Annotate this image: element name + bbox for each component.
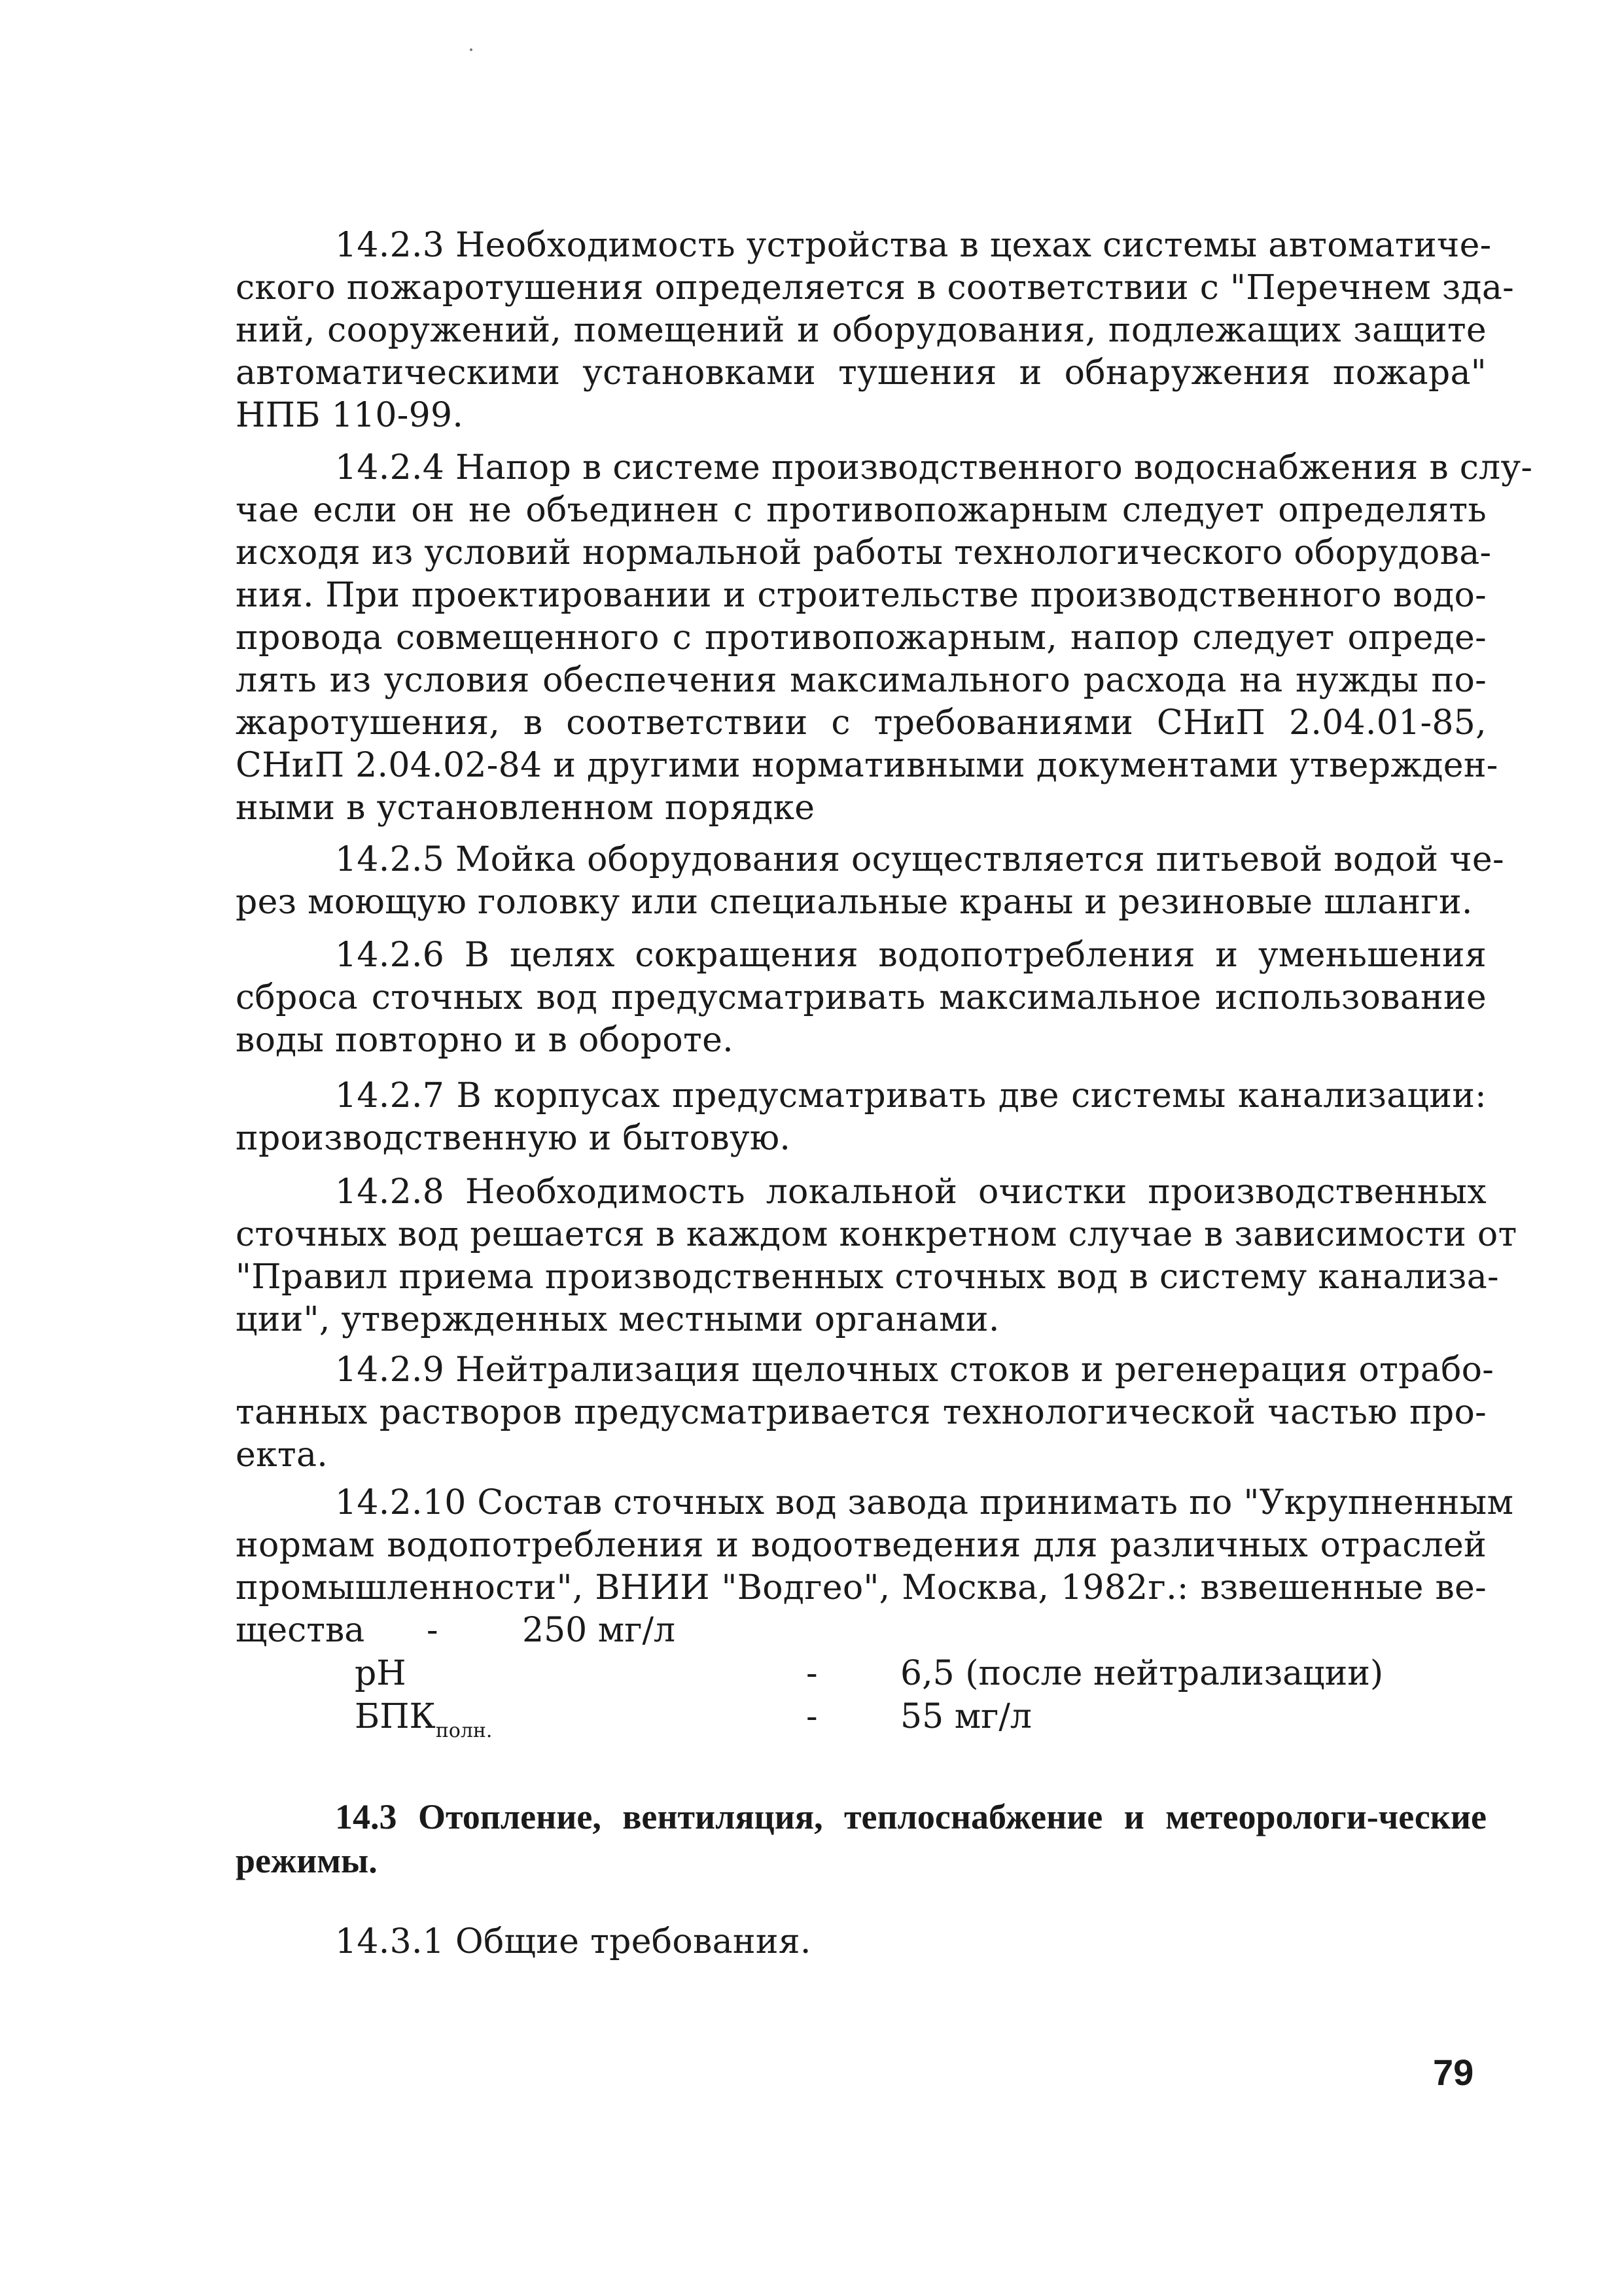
text-line: 14.3.1 Общие требования.	[335, 1922, 811, 1961]
text-line: производственную и бытовую.	[236, 1119, 791, 1158]
text-line: 14.2.8 Необходимость локальной очистки производственных	[335, 1172, 1487, 1212]
dash: -	[806, 1697, 818, 1736]
paragraph-14-2-10	[236, 1482, 1514, 1609]
text-line: провода совмещенного с противопожарным, напор следует опреде-	[236, 618, 1487, 658]
paragraph-14-2-9	[236, 1349, 1494, 1477]
paragraph-14-2-6	[236, 934, 1487, 1062]
composition-dash	[806, 1696, 818, 1738]
subsection-14-3-1	[236, 1921, 1487, 1963]
text-line: жаротушения, в соответствии с требованиями СНиП 2.04.01-85,	[236, 703, 1487, 743]
composition-dash	[806, 1653, 818, 1695]
text-line: танных растворов предусматривается технологической частью про-	[236, 1393, 1487, 1432]
composition-value	[522, 1609, 675, 1652]
composition-value	[900, 1653, 1383, 1695]
heading-line: 14.3 Отопление, вентиляция, теплоснабжение и метеорологи-ческие	[335, 1797, 1487, 1836]
scan-dot	[470, 48, 472, 51]
dash: -	[427, 1611, 438, 1650]
paragraph-14-2-5	[236, 839, 1504, 924]
text-line: ции", утвержденных местными органами.	[236, 1300, 1000, 1339]
text-line: ний, сооружений, помещений и оборудования, подлежащих защите	[236, 311, 1487, 350]
heading-line: режимы.	[236, 1841, 378, 1880]
paragraph-14-2-8	[236, 1171, 1517, 1341]
text-line: воды повторно и в обороте.	[236, 1021, 733, 1060]
text-line: 14.2.4 Напор в системе производственного водоснабжения в слу-	[335, 448, 1533, 487]
value: 6,5 (после нейтрализации)	[900, 1654, 1384, 1693]
text-line: НПБ 110-99.	[236, 396, 464, 435]
value: 250 мг/л	[522, 1611, 676, 1650]
text-line: СНиП 2.04.02-84 и другими нормативными документами утвержден-	[236, 746, 1498, 785]
text-line: сточных вод решается в каждом конкретном случае в зависимости от	[236, 1215, 1517, 1254]
paragraph-14-2-4	[236, 447, 1533, 830]
paragraph-14-2-7	[236, 1075, 1487, 1160]
text-line: чае если он не объединен с противопожарным следует определять	[236, 491, 1487, 530]
text-line: промышленности", ВНИИ "Водгео", Москва, 1982г.: взвешенные ве-	[236, 1568, 1487, 1607]
text-line: исходя из условий нормальной работы технологического оборудова-	[236, 533, 1492, 572]
text-line: 14.2.7 В корпусах предусматривать две системы канализации:	[335, 1076, 1487, 1115]
composition-label-subscript: полн.	[435, 1719, 493, 1742]
text-line: 14.2.9 Нейтрализация щелочных стоков и регенерация отрабо-	[335, 1350, 1494, 1390]
composition-dash	[427, 1609, 438, 1652]
dash: -	[806, 1654, 818, 1693]
text-line: ными в установленном порядке	[236, 788, 815, 828]
composition-label: БПК	[355, 1697, 436, 1736]
section-heading	[236, 1795, 1487, 1883]
paragraph-14-2-3	[236, 224, 1515, 437]
text-line: нормам водопотребления и водоотведения для различных отраслей	[236, 1526, 1487, 1565]
composition-row-bod	[355, 1696, 493, 1742]
composition-row-suspended	[236, 1609, 364, 1652]
text-line: 14.2.6 В целях сокращения водопотребления и уменьшения	[335, 936, 1487, 975]
text-line: 14.2.10 Состав сточных вод завода принимать по "Укрупненным	[335, 1483, 1514, 1522]
page-number: 79	[1433, 2052, 1474, 2093]
composition-label: щества	[236, 1611, 365, 1650]
text-line: ского пожаротушения определяется в соответствии с "Перечнем зда-	[236, 268, 1515, 307]
text-line: ния. При проектировании и строительстве производственного водо-	[236, 576, 1487, 615]
text-line: 14.2.5 Мойка оборудования осуществляется питьевой водой че-	[335, 840, 1504, 879]
text-line: автоматическими установками тушения и обнаружения пожара"	[236, 353, 1487, 393]
text-line: сброса сточных вод предусматривать максимальное использование	[236, 978, 1487, 1017]
text-line: лять из условия обеспечения максимального расхода на нужды по-	[236, 661, 1487, 700]
text-line: "Правил приема производственных сточных вод в систему канализа-	[236, 1257, 1499, 1297]
composition-value	[900, 1696, 1032, 1738]
value: 55 мг/л	[900, 1697, 1032, 1736]
composition-label: pH	[355, 1654, 406, 1693]
text-line: екта.	[236, 1435, 328, 1475]
text-line: рез моющую головку или специальные краны и резиновые шланги.	[236, 883, 1473, 922]
text-line: 14.2.3 Необходимость устройства в цехах системы автоматиче-	[335, 226, 1492, 265]
composition-row-ph	[355, 1653, 406, 1695]
